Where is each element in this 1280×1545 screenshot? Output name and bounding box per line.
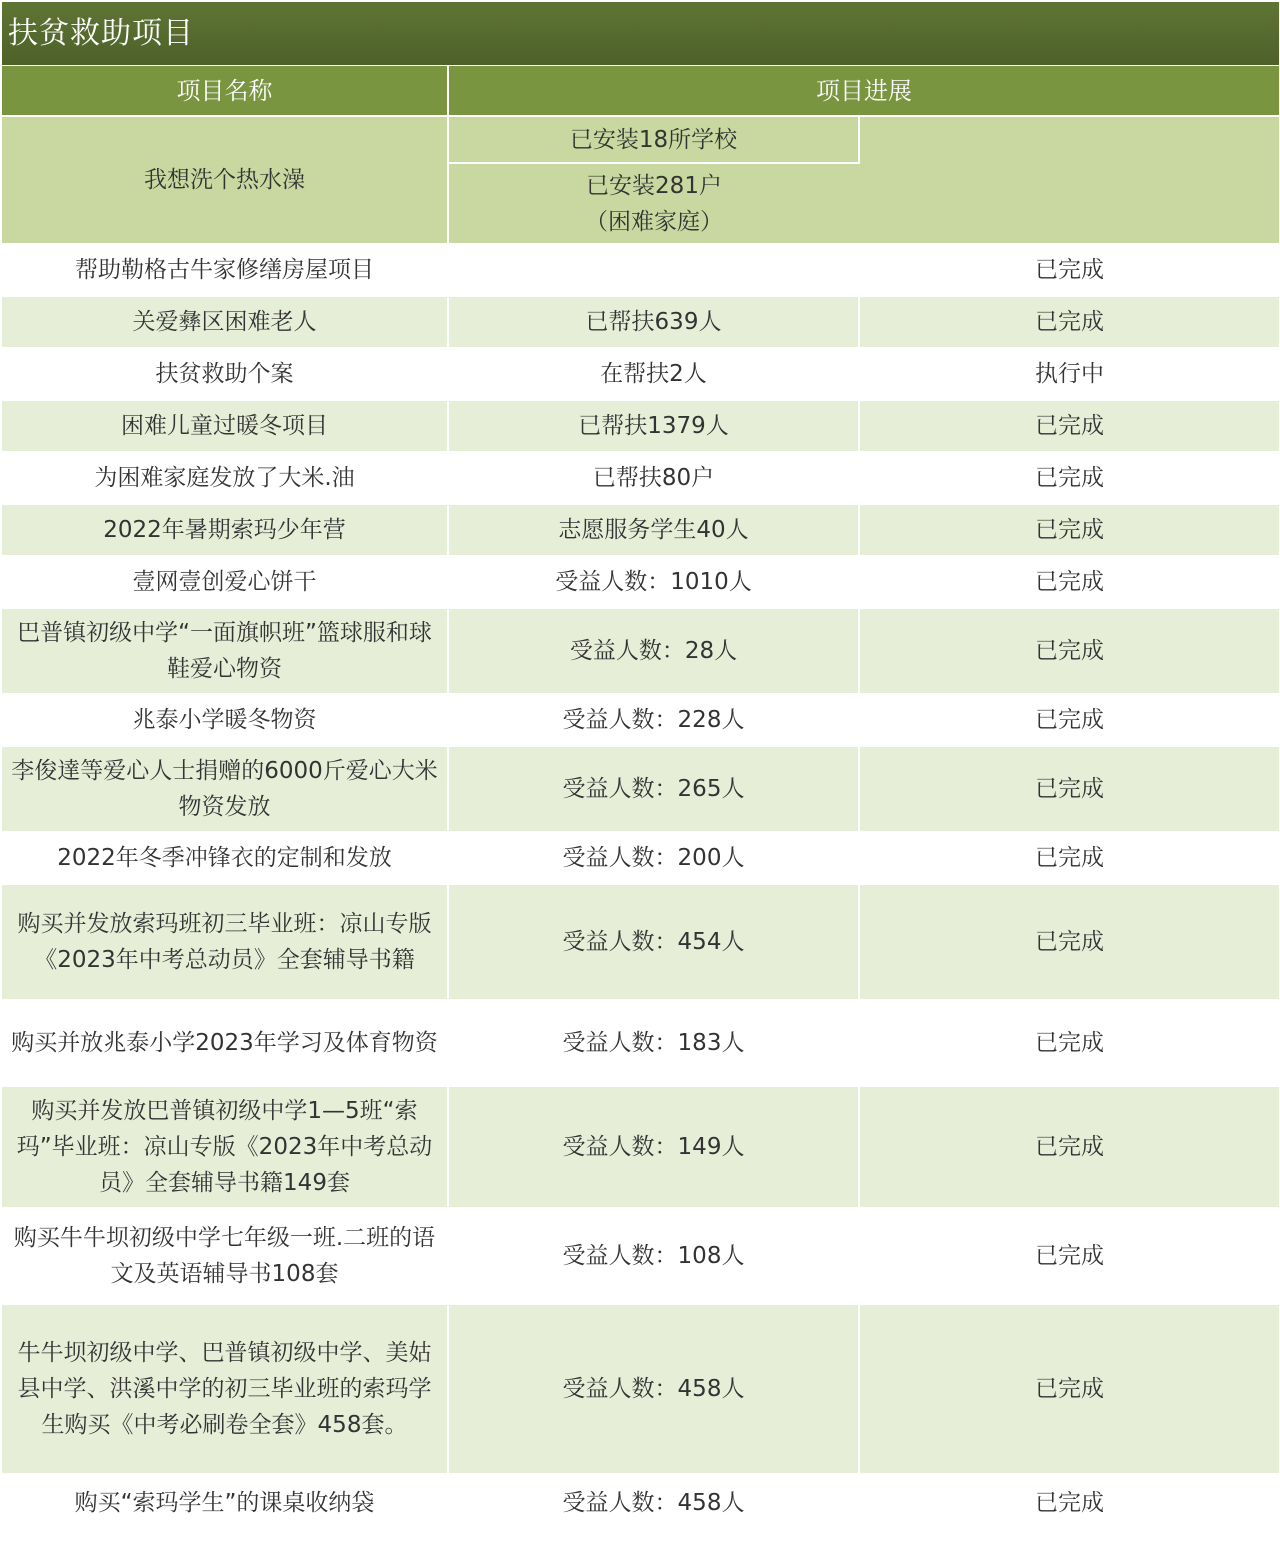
cell-progress: 受益人数：265人 (448, 746, 859, 832)
cell-status: 已完成 (859, 884, 1279, 1000)
page (2, 2, 1279, 1545)
cell-project-name: 壹网壹创爱心饼干 (2, 556, 448, 608)
cell-progress: 受益人数：454人 (448, 884, 859, 1000)
table-row (2, 884, 1279, 1000)
table-row (2, 556, 1279, 608)
cell-progress: 在帮扶2人 (448, 348, 859, 400)
cell-project-name: 购买牛牛坝初级中学七年级一班.二班的语文及英语辅导书108套 (2, 1208, 448, 1304)
table-row (2, 608, 1279, 694)
cell-project-name: 购买并发放巴普镇初级中学1—5班“索玛”毕业班：凉山专版《2023年中考总动员》全套辅导书籍149套 (2, 1086, 448, 1208)
cell-project-name: 困难儿童过暖冬项目 (2, 400, 448, 452)
cell-status: 执行中 (859, 348, 1279, 400)
cell-project-name: 帮助勒格古牛家修缮房屋项目 (2, 244, 448, 296)
cell-status: 已完成 (859, 452, 1279, 504)
cell-status: 已完成 (859, 832, 1279, 884)
cell-status: 已完成 (859, 244, 1279, 296)
cell-progress: 受益人数：458人 (448, 1474, 859, 1532)
header-project-progress: 项目进展 (448, 66, 1279, 116)
cell-status: 已完成 (859, 1474, 1279, 1532)
table-row (2, 504, 1279, 556)
projects-table (2, 66, 1279, 1533)
table-row (2, 694, 1279, 746)
cell-progress: 受益人数：28人 (448, 608, 859, 694)
cell-progress (448, 244, 859, 296)
cell-progress: 已帮扶639人 (448, 296, 859, 348)
cell-status: 已完成 (859, 746, 1279, 832)
cell-project-name: 我想洗个热水澡 (2, 116, 448, 244)
progress-line: （困难家庭） (585, 208, 723, 235)
cell-progress: 志愿服务学生40人 (448, 504, 859, 556)
cell-project-name: 购买并发放索玛班初三毕业班：凉山专版《2023年中考总动员》全套辅导书籍 (2, 884, 448, 1000)
table-row (2, 1208, 1279, 1304)
cell-progress: 已帮扶80户 (448, 452, 859, 504)
cell-project-name: 购买并放兆泰小学2023年学习及体育物资 (2, 1000, 448, 1086)
cell-project-name: 扶贫救助个案 (2, 348, 448, 400)
table-row (2, 348, 1279, 400)
table-row (2, 400, 1279, 452)
cell-project-name: 为困难家庭发放了大米.油 (2, 452, 448, 504)
cell-status: 已完成 (859, 296, 1279, 348)
table-row (2, 746, 1279, 832)
table-row (2, 1086, 1279, 1208)
cell-project-name: 李俊達等爱心人士捐赠的6000斤爱心大米物资发放 (2, 746, 448, 832)
cell-status: 已完成 (859, 556, 1279, 608)
table-row (2, 452, 1279, 504)
cell-status (859, 116, 1279, 244)
cell-project-name: 牛牛坝初级中学、巴普镇初级中学、美姑县中学、洪溪中学的初三毕业班的索玛学生购买《中考必刷卷全套》458套。 (2, 1304, 448, 1474)
cell-status: 已完成 (859, 1304, 1279, 1474)
table-row (2, 1304, 1279, 1474)
header-project-name: 项目名称 (2, 66, 448, 116)
cell-project-name: 兆泰小学暖冬物资 (2, 694, 448, 746)
cell-progress: 已帮扶1379人 (448, 400, 859, 452)
cell-status: 已完成 (859, 1000, 1279, 1086)
cell-status: 已完成 (859, 1086, 1279, 1208)
cell-progress: 受益人数：1010人 (448, 556, 859, 608)
table-row (2, 116, 1279, 163)
header-row (2, 66, 1279, 116)
cell-project-name: 关爱彝区困难老人 (2, 296, 448, 348)
cell-status: 已完成 (859, 608, 1279, 694)
cell-progress-multi (448, 163, 859, 244)
cell-progress: 受益人数：200人 (448, 832, 859, 884)
cell-progress: 受益人数：108人 (448, 1208, 859, 1304)
cell-progress: 受益人数：183人 (448, 1000, 859, 1086)
table-row (2, 296, 1279, 348)
table-row (2, 1000, 1279, 1086)
cell-project-name: 巴普镇初级中学“一面旗帜班”篮球服和球鞋爱心物资 (2, 608, 448, 694)
cell-project-name: 2022年暑期索玛少年营 (2, 504, 448, 556)
cell-progress: 已安装18所学校 (448, 116, 859, 163)
cell-progress: 受益人数：458人 (448, 1304, 859, 1474)
cell-status: 已完成 (859, 400, 1279, 452)
cell-project-name: 购买“索玛学生”的课桌收纳袋 (2, 1474, 448, 1532)
progress-line: 已安装281户 (586, 172, 722, 199)
cell-status: 已完成 (859, 1208, 1279, 1304)
cell-project-name: 2022年冬季冲锋衣的定制和发放 (2, 832, 448, 884)
table-title: 扶贫救助项目 (2, 2, 1279, 65)
table-row (2, 1474, 1279, 1532)
table-row (2, 244, 1279, 296)
cell-progress: 受益人数：228人 (448, 694, 859, 746)
cell-status: 已完成 (859, 694, 1279, 746)
table-row (2, 832, 1279, 884)
cell-status: 已完成 (859, 504, 1279, 556)
cell-progress: 受益人数：149人 (448, 1086, 859, 1208)
